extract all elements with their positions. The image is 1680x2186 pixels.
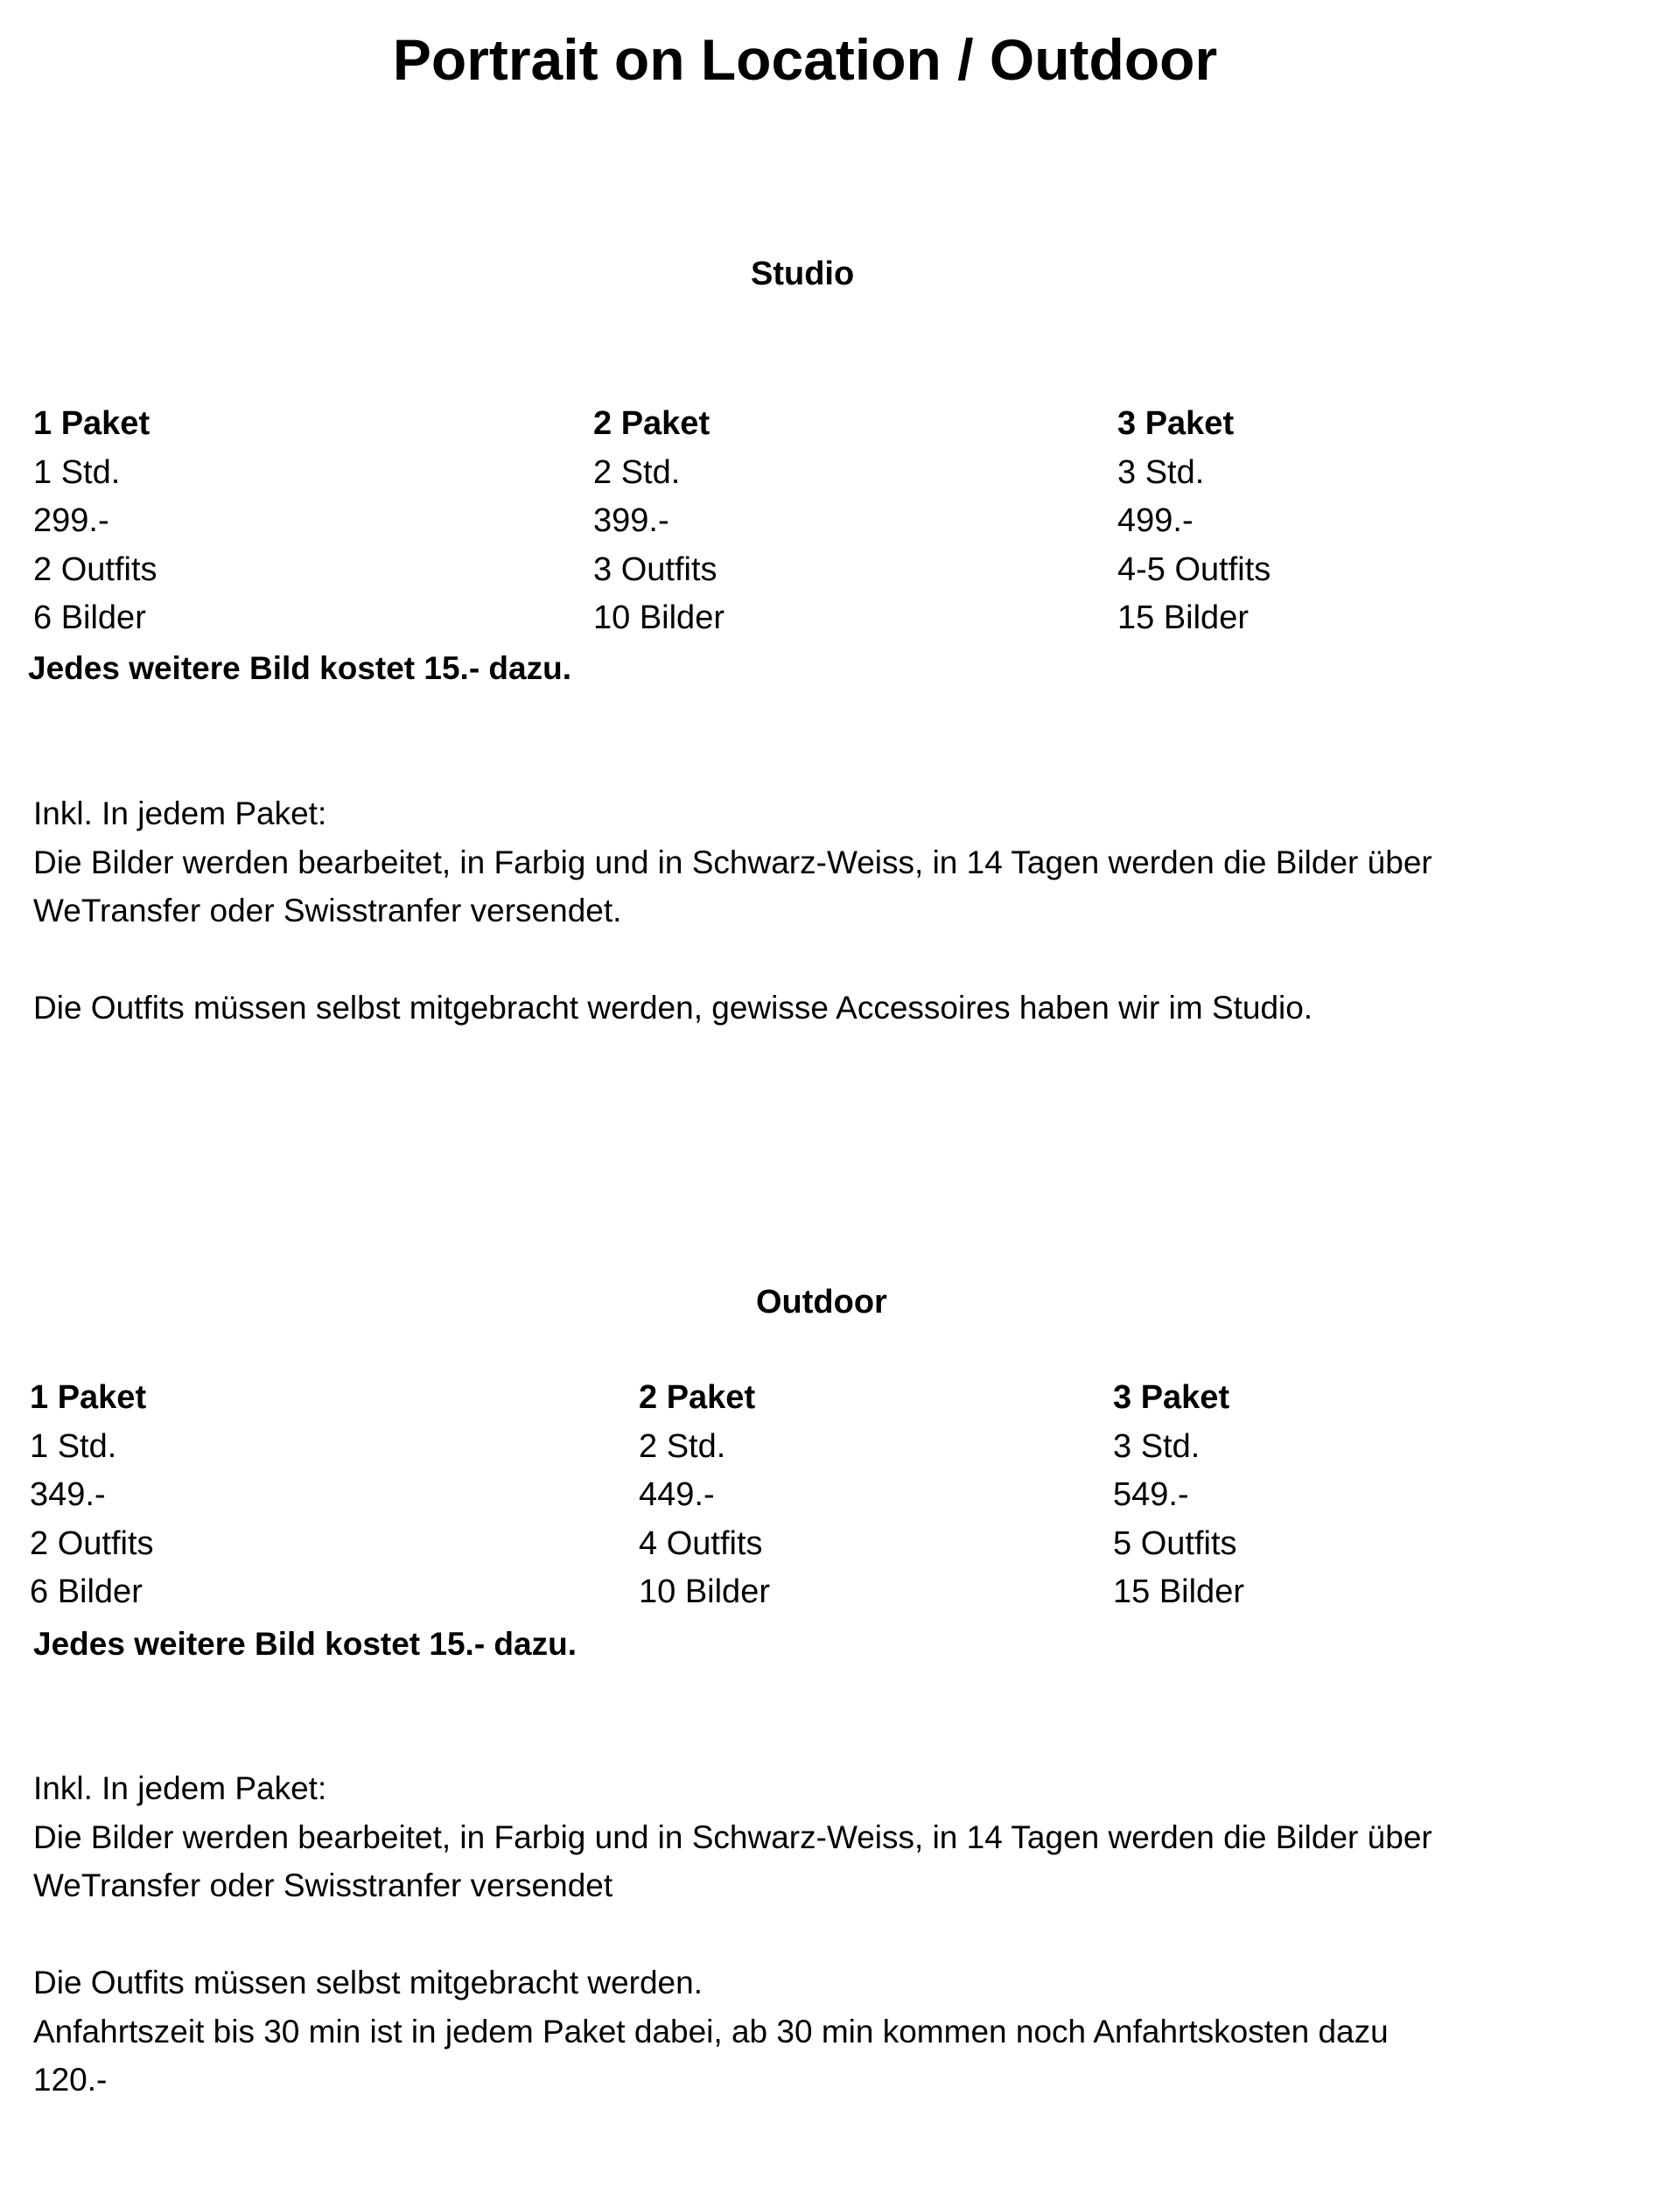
package-duration: 3 Std. [1117, 453, 1205, 491]
outfits-note: Die Outfits müssen selbst mitgebracht werden, gewisse Accessoires haben wir im Studio. [33, 990, 1313, 1026]
package-duration: 2 Std. [639, 1427, 726, 1465]
included-text-line2: WeTransfer oder Swisstranfer versendet [33, 1867, 613, 1903]
outdoor-package-1 [30, 1374, 154, 1617]
package-name: 3 Paket [1117, 405, 1235, 442]
package-price: 399.- [593, 502, 669, 539]
package-duration: 2 Std. [593, 453, 681, 491]
package-price: 299.- [33, 502, 109, 539]
included-label: Inkl. In jedem Paket: [33, 1770, 327, 1806]
package-price: 549.- [1113, 1476, 1189, 1513]
document-title: Portrait on Location / Outdoor [392, 27, 1218, 92]
package-name: 2 Paket [639, 1379, 756, 1416]
package-outfits: 2 Outfits [30, 1524, 154, 1562]
outfits-note: Die Outfits müssen selbst mitgebracht werden. [33, 1965, 703, 2000]
studio-package-2 [593, 400, 724, 643]
included-label: Inkl. In jedem Paket: [33, 795, 327, 831]
package-name: 1 Paket [33, 405, 150, 442]
package-images: 15 Bilder [1113, 1573, 1244, 1610]
package-price: 449.- [639, 1476, 715, 1513]
package-outfits: 4-5 Outfits [1117, 550, 1271, 588]
studio-extra-image-note: Jedes weitere Bild kostet 15.- dazu. [28, 650, 571, 686]
package-price: 499.- [1117, 502, 1194, 539]
included-text-line2: WeTransfer oder Swisstranfer versendet. [33, 893, 622, 928]
outdoor-included-info [33, 1764, 1608, 2105]
package-images: 10 Bilder [593, 599, 724, 636]
travel-note: Anfahrtszeit bis 30 min ist in jedem Paket dabei, ab 30 min kommen noch Anfahrtskosten dazu [33, 2013, 1389, 2049]
package-outfits: 3 Outfits [593, 550, 718, 588]
outdoor-package-2 [639, 1374, 770, 1617]
package-duration: 3 Std. [1113, 1427, 1200, 1465]
package-images: 6 Bilder [33, 599, 146, 636]
package-images: 15 Bilder [1117, 599, 1249, 636]
package-name: 1 Paket [30, 1379, 147, 1416]
studio-package-1 [33, 400, 158, 643]
package-name: 2 Paket [593, 405, 710, 442]
package-outfits: 4 Outfits [639, 1524, 763, 1562]
package-duration: 1 Std. [30, 1427, 117, 1465]
outdoor-heading: Outdoor [756, 1284, 887, 1321]
package-name: 3 Paket [1113, 1379, 1230, 1416]
included-text-line1: Die Bilder werden bearbeitet, in Farbig und in Schwarz-Weiss, in 14 Tagen werden die Bilder über [33, 1818, 1432, 1855]
package-price: 349.- [30, 1476, 106, 1513]
included-text-line1: Die Bilder werden bearbeitet, in Farbig und in Schwarz-Weiss, in 14 Tagen werden die Bilder über [33, 844, 1432, 880]
studio-included-info [33, 789, 1608, 1033]
package-images: 10 Bilder [639, 1573, 770, 1610]
outdoor-extra-image-note: Jedes weitere Bild kostet 15.- dazu. [33, 1626, 577, 1662]
package-images: 6 Bilder [30, 1573, 143, 1610]
outdoor-package-3 [1113, 1374, 1244, 1617]
studio-heading: Studio [751, 256, 855, 292]
package-duration: 1 Std. [33, 453, 121, 491]
package-outfits: 5 Outfits [1113, 1524, 1237, 1562]
package-outfits: 2 Outfits [33, 550, 158, 588]
studio-package-3 [1117, 400, 1270, 643]
travel-cost: 120.- [33, 2062, 108, 2098]
